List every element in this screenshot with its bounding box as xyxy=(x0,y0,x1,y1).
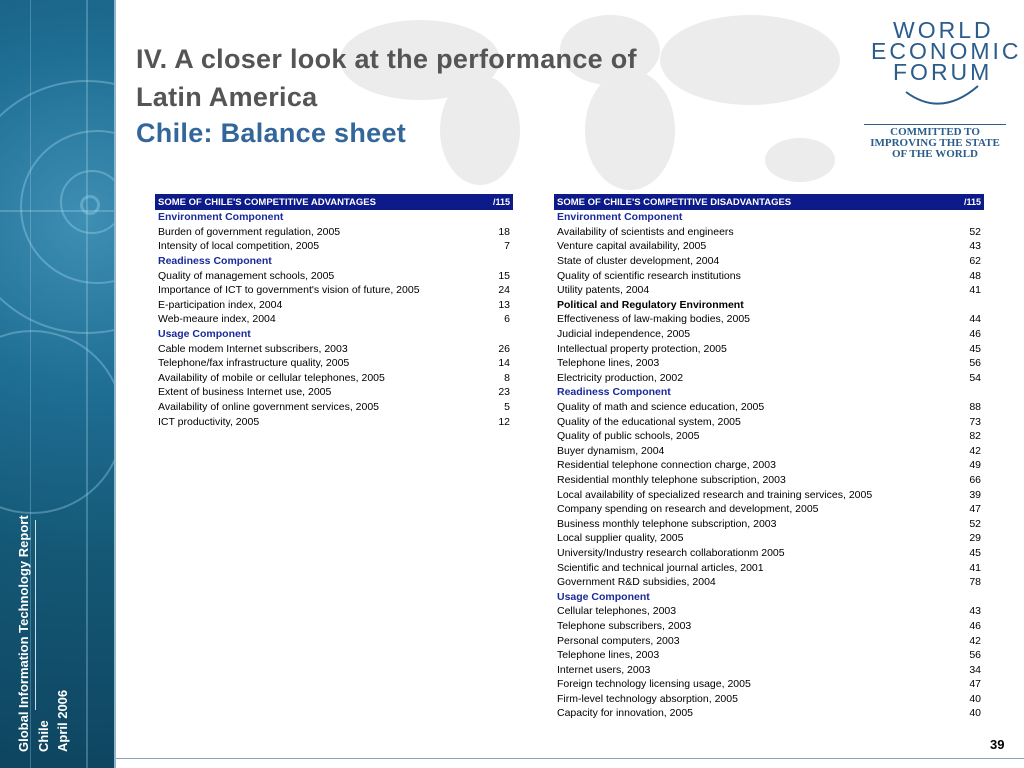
rank-value: 26 xyxy=(498,342,510,355)
indicator-label: Extent of business Internet use, 2005 xyxy=(158,386,332,399)
rank-value xyxy=(485,210,513,225)
footer-divider xyxy=(116,758,1024,759)
indicator-label: Burden of government regulation, 2005 xyxy=(158,225,341,238)
rank-value: 18 xyxy=(498,225,510,238)
rank-value: 7 xyxy=(504,240,510,253)
indicator-label: Availability of scientists and engineers xyxy=(557,225,734,238)
rank-value: 56 xyxy=(969,357,981,370)
rank-value: 52 xyxy=(969,517,981,530)
table-row xyxy=(554,516,984,531)
rank-value: 78 xyxy=(969,576,981,589)
table-row xyxy=(554,400,984,415)
table-row xyxy=(554,312,984,327)
disadvantages-rank-header: /115 xyxy=(955,194,984,210)
table-row xyxy=(155,385,513,400)
rank-value: 46 xyxy=(969,619,981,632)
indicator-label: Residential monthly telephone subscription, 2003 xyxy=(557,473,786,486)
table-row xyxy=(155,283,513,298)
table-row xyxy=(155,356,513,371)
table-row xyxy=(554,662,984,677)
indicator-label: Quality of the educational system, 2005 xyxy=(557,415,741,428)
rank-value: 14 xyxy=(498,357,510,370)
table-row xyxy=(554,546,984,561)
indicator-label: Quality of public schools, 2005 xyxy=(557,430,700,443)
indicator-label: Availability of mobile or cellular telephones, 2005 xyxy=(158,371,385,384)
rank-value: 47 xyxy=(969,678,981,691)
table-row xyxy=(155,400,513,415)
rank-value: 52 xyxy=(969,225,981,238)
rank-value: 88 xyxy=(969,401,981,414)
indicator-label: Capacity for innovation, 2005 xyxy=(557,707,694,720)
date-label: April 2006 xyxy=(55,689,70,752)
table-row xyxy=(155,341,513,356)
rank-value: 5 xyxy=(504,401,510,414)
indicator-label: Business monthly telephone subscription, 2003 xyxy=(557,517,777,530)
table-row xyxy=(554,254,984,269)
indicator-label: Local supplier quality, 2005 xyxy=(557,532,684,545)
table-row xyxy=(554,692,984,707)
indicator-label: Foreign technology licensing usage, 2005 xyxy=(557,678,751,691)
advantages-rank-header: /115 xyxy=(485,194,513,210)
disadvantages-header: SOME OF CHILE'S COMPETITIVE DISADVANTAGES xyxy=(554,194,955,210)
indicator-label: Judicial independence, 2005 xyxy=(557,328,691,341)
indicator-label: Utility patents, 2004 xyxy=(557,284,650,297)
rank-value: 54 xyxy=(969,371,981,384)
rank-value xyxy=(485,254,513,269)
table-row xyxy=(554,487,984,502)
wef-logo xyxy=(866,17,1022,85)
section-label: Environment Component xyxy=(557,211,683,224)
indicator-label: Effectiveness of law-making bodies, 2005 xyxy=(557,313,750,326)
indicator-label: Company spending on research and development, 2005 xyxy=(557,503,819,516)
country-label: Chile xyxy=(36,720,51,752)
indicator-label: Local availability of specialized research and training services, 2005 xyxy=(557,488,873,501)
rank-value: 45 xyxy=(969,342,981,355)
table-row xyxy=(155,298,513,313)
rank-value: 44 xyxy=(969,313,981,326)
section-label: Political and Regulatory Environment xyxy=(557,298,744,311)
table-row xyxy=(554,371,984,386)
section-row xyxy=(554,210,984,225)
rank-value: 29 xyxy=(969,532,981,545)
rank-value: 45 xyxy=(969,546,981,559)
table-row xyxy=(554,444,984,459)
indicator-label: Telephone lines, 2003 xyxy=(557,357,660,370)
indicator-label: Telephone subscribers, 2003 xyxy=(557,619,692,632)
indicator-label: Telephone lines, 2003 xyxy=(557,649,660,662)
section-label: Readiness Component xyxy=(557,386,671,399)
indicator-label: Importance of ICT to government's vision of future, 2005 xyxy=(158,284,420,297)
rank-value: 40 xyxy=(969,707,981,720)
table-row xyxy=(155,312,513,327)
indicator-label: ICT productivity, 2005 xyxy=(158,415,260,428)
table-row xyxy=(554,473,984,488)
table-row xyxy=(554,531,984,546)
indicator-label: Firm-level technology absorption, 2005 xyxy=(557,692,738,705)
rank-value: 49 xyxy=(969,459,981,472)
table-row xyxy=(554,283,984,298)
section-label: Readiness Component xyxy=(158,255,272,268)
rank-value: 8 xyxy=(504,371,510,384)
report-name-label: Global Information Technology Report xyxy=(16,515,31,752)
section-row xyxy=(554,385,984,400)
rank-value xyxy=(955,385,984,400)
table-row xyxy=(155,225,513,240)
indicator-label: University/Industry research collaborationm 2005 xyxy=(557,546,785,559)
indicator-label: Telephone/fax infrastructure quality, 2005 xyxy=(158,357,350,370)
sidebar-divider xyxy=(35,520,36,710)
table-row xyxy=(554,619,984,634)
rank-value: 24 xyxy=(498,284,510,297)
logo-arc-icon xyxy=(866,17,1022,110)
advantages-header: SOME OF CHILE'S COMPETITIVE ADVANTAGES xyxy=(155,194,485,210)
section-row xyxy=(155,254,513,269)
table-row xyxy=(554,560,984,575)
table-row xyxy=(554,458,984,473)
table-row xyxy=(155,414,513,429)
indicator-label: Cellular telephones, 2003 xyxy=(557,605,677,618)
decorative-sidebar xyxy=(0,0,116,768)
rank-value: 62 xyxy=(969,255,981,268)
indicator-label: Quality of scientific research institutions xyxy=(557,269,741,282)
section-row xyxy=(155,210,513,225)
page-title-line2: Latin America xyxy=(136,82,318,112)
table-row xyxy=(554,239,984,254)
rank-value: 41 xyxy=(969,561,981,574)
page-title-line1: IV. A closer look at the performance of xyxy=(136,44,637,74)
rank-value: 66 xyxy=(969,473,981,486)
sidebar-border xyxy=(114,0,116,768)
logo-word-2: ECONOMIC xyxy=(871,38,1022,64)
rank-value xyxy=(955,210,984,225)
rank-value: 40 xyxy=(969,692,981,705)
table-row xyxy=(554,706,984,721)
table-row xyxy=(554,575,984,590)
tagline-line2: IMPROVING THE STATE xyxy=(870,137,1000,149)
rank-value: 43 xyxy=(969,605,981,618)
wef-tagline xyxy=(864,124,1006,160)
rank-value: 73 xyxy=(969,415,981,428)
indicator-label: E-participation index, 2004 xyxy=(158,298,283,311)
indicator-label: Electricity production, 2002 xyxy=(557,371,684,384)
indicator-label: Intensity of local competition, 2005 xyxy=(158,240,320,253)
rank-value: 34 xyxy=(969,663,981,676)
table-row xyxy=(554,429,984,444)
section-label: Usage Component xyxy=(557,590,650,603)
table-row xyxy=(554,327,984,342)
page-number: 39 xyxy=(990,737,1005,752)
indicator-label: State of cluster development, 2004 xyxy=(557,255,720,268)
logo-word-3: FORUM xyxy=(893,59,993,85)
table-row xyxy=(554,341,984,356)
table-row xyxy=(554,633,984,648)
table-row xyxy=(155,239,513,254)
indicator-label: Residential telephone connection charge, 2003 xyxy=(557,459,776,472)
rank-value: 23 xyxy=(498,386,510,399)
table-row xyxy=(554,414,984,429)
rank-value: 15 xyxy=(498,269,510,282)
table-row xyxy=(554,677,984,692)
world-map-watermark xyxy=(330,0,850,200)
table-row xyxy=(554,502,984,517)
table-row xyxy=(554,356,984,371)
indicator-label: Quality of management schools, 2005 xyxy=(158,269,335,282)
rank-value: 48 xyxy=(969,269,981,282)
rank-value: 47 xyxy=(969,503,981,516)
indicator-label: Intellectual property protection, 2005 xyxy=(557,342,727,355)
section-row xyxy=(554,589,984,604)
page-subtitle: Chile: Balance sheet xyxy=(136,118,407,148)
table-row xyxy=(554,225,984,240)
indicator-label: Personal computers, 2003 xyxy=(557,634,680,647)
rank-value: 6 xyxy=(504,313,510,326)
disadvantages-table xyxy=(554,194,984,721)
rank-value xyxy=(485,327,513,342)
section-label: Environment Component xyxy=(158,211,284,224)
indicator-label: Internet users, 2003 xyxy=(557,663,651,676)
logo-word-1: WORLD xyxy=(893,17,994,43)
section-row xyxy=(155,327,513,342)
indicator-label: Web-meaure index, 2004 xyxy=(158,313,276,326)
indicator-label: Scientific and technical journal articles, 2001 xyxy=(557,561,764,574)
advantages-table xyxy=(155,194,513,429)
rank-value: 41 xyxy=(969,284,981,297)
indicator-label: Government R&D subsidies, 2004 xyxy=(557,576,716,589)
rank-value: 56 xyxy=(969,649,981,662)
section-label: Usage Component xyxy=(158,328,251,341)
rank-value xyxy=(955,589,984,604)
table-row xyxy=(155,268,513,283)
rank-value: 42 xyxy=(969,634,981,647)
rank-value xyxy=(955,298,984,313)
indicator-label: Quality of math and science education, 2005 xyxy=(557,401,765,414)
table-row xyxy=(554,268,984,283)
tagline-line3: OF THE WORLD xyxy=(892,148,978,160)
rank-value: 13 xyxy=(498,298,510,311)
rank-value: 12 xyxy=(498,415,510,428)
section-row xyxy=(554,298,984,313)
indicator-label: Venture capital availability, 2005 xyxy=(557,240,707,253)
table-row xyxy=(554,604,984,619)
rank-value: 82 xyxy=(969,430,981,443)
tagline-line1: COMMITTED TO xyxy=(890,126,980,138)
rank-value: 43 xyxy=(969,240,981,253)
indicator-label: Cable modem Internet subscribers, 2003 xyxy=(158,342,348,355)
table-row xyxy=(554,648,984,663)
indicator-label: Buyer dynamism, 2004 xyxy=(557,444,665,457)
indicator-label: Availability of online government services, 2005 xyxy=(158,401,380,414)
rank-value: 39 xyxy=(969,488,981,501)
rank-value: 42 xyxy=(969,444,981,457)
table-row xyxy=(155,371,513,386)
rank-value: 46 xyxy=(969,328,981,341)
